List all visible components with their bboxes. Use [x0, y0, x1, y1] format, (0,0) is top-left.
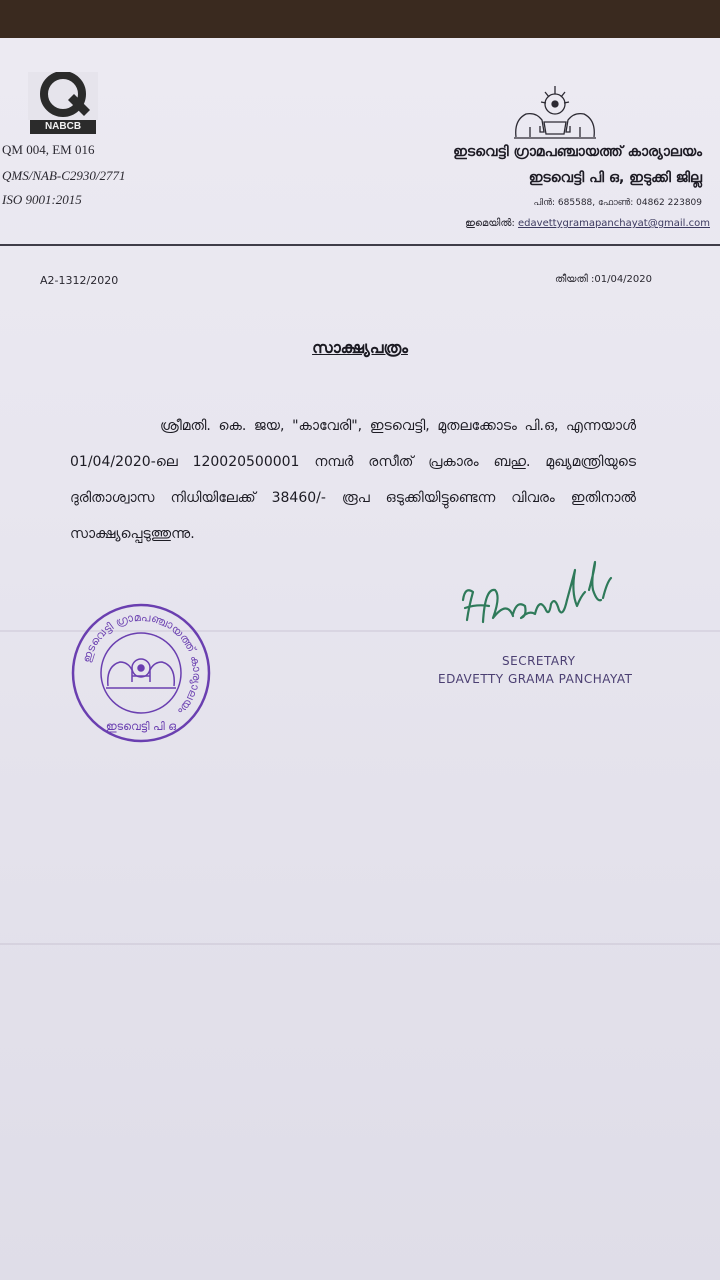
- paper-fold: [0, 943, 720, 945]
- email-link[interactable]: edavettygramapanchayat@gmail.com: [518, 218, 710, 229]
- certificate-title-text: സാക്ഷ്യപത്രം: [312, 338, 408, 357]
- seal-bottom-text: ഇടവെട്ടി പി ഒ: [105, 720, 177, 733]
- document-page: [0, 38, 720, 1280]
- certificate-body: ശ്രീമതി. കെ. ജയ, "കാവേരി", ഇടവെട്ടി, മുതലക്കോടം പി.ഒ, എന്നയാൾ 01/04/2020-ലെ 120020500001 നമ്പർ രസീത് പ്രകാരം ബഹു. മുഖ്യമന്ത്രിയുടെ ദുരിതാശ്വാസ നിധിയിലേക്ക് 38460/- രൂപ ഒടുക്കിയിട്ടുണ്ടെന്ന വിവരം ഇതിനാൽ സാക്ഷ്യപ്പെടുത്തുന്നു.: [70, 418, 636, 542]
- seal-ring-text: ഇടവെട്ടി ഗ്രാമപഞ്ചായത്ത് കാര്യാലയം: [80, 610, 204, 717]
- signatory-designation: SECRETARY: [502, 654, 576, 668]
- signature: [455, 548, 625, 638]
- cert-line-3: ISO 9001:2015: [2, 192, 82, 207]
- pin-phone: പിൻ: 685588, ഫോൺ: 04862 223809: [533, 198, 702, 208]
- email-line: [465, 218, 710, 229]
- signatory-office: EDAVETTY GRAMA PANCHAYAT: [438, 672, 633, 686]
- email-label: ഇമെയിൽ:: [465, 218, 515, 229]
- office-address: ഇടവെട്ടി പി ഒ, ഇടുക്കി ജില്ല: [528, 170, 702, 186]
- document-date: തീയതി :01/04/2020: [554, 274, 652, 285]
- kerala-emblem-icon: [510, 82, 600, 144]
- cert-line-1: QM 004, EM 016: [2, 142, 95, 157]
- office-title: ഇടവെട്ടി ഗ്രാമപഞ്ചായത്ത് കാര്യാലയം: [453, 144, 702, 160]
- nabcb-logo-label: NABCB: [30, 120, 96, 134]
- reference-number: A2-1312/2020: [40, 274, 119, 287]
- header-divider: [0, 244, 720, 246]
- cert-line-2: QMS/NAB-C2930/2771: [2, 168, 126, 183]
- office-seal: [68, 600, 214, 746]
- certificate-title: [0, 338, 720, 358]
